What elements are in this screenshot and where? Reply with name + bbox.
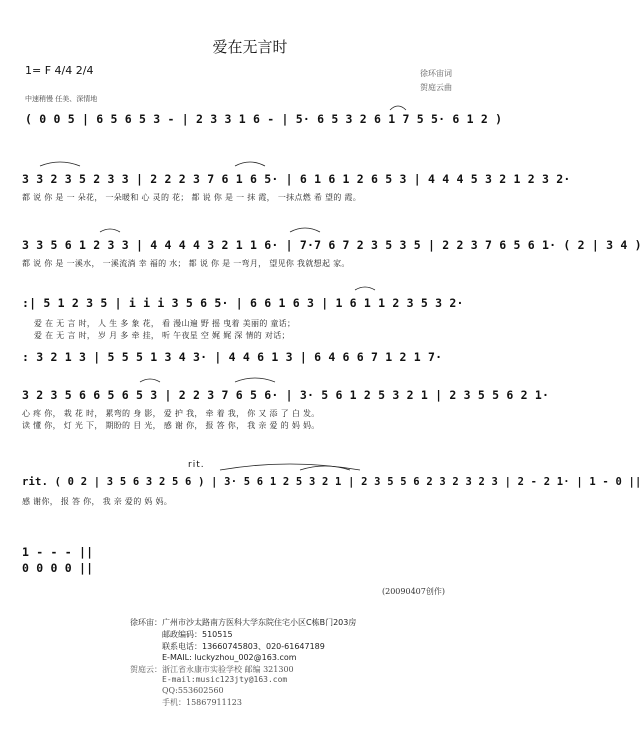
lyric-row-4a: 爱 在 无 言 时， 人 生 多 象 花， 看 漫山遍 野 摇 曳着 美丽的 童话； xyxy=(34,319,296,328)
lyric-row-7: 感 谢你， 报 答 你， 我 亲 爱的 妈 妈。 xyxy=(22,497,173,506)
footer-line-8: 手机：15867911123 xyxy=(162,698,242,707)
footer-line-5: 贺庭云：浙江省永康市实验学校 邮编 321300 xyxy=(130,665,294,674)
score-row-1: ( 0 0 5 | 6 5 6 5 3 - | 2 3 3 1 6 - | 5· 6 5 3 2 6 1 7 5 5· 6 1 2 ) xyxy=(25,112,503,126)
tempo-marking: 中速稍慢 任美、深情地 xyxy=(25,95,98,103)
footer-line-4: E-MAIL: luckyzhou_002@163.com xyxy=(162,653,297,662)
footer-line-1: 徐环宙：广州市沙太路南方医科大学东院住宅小区C栋B门203房 xyxy=(130,618,357,627)
footer-line-3: 联系电话：13660745803、020-61647189 xyxy=(162,642,325,651)
score-row-2: 3 3 2 3 5 2 3 3 | 2 2 2 3 7 6 1 6 5· | 6 1 6 1 2 6 5 3 | 4 4 4 5 3 2 1 2 3 2· xyxy=(22,172,571,186)
lyric-row-6a: 心 疼 你， 栽 花 时， 累弯的 身 影， 爱 护 我， 牵 着 我， 你 又 添 了 白 发。 xyxy=(22,409,320,418)
footer-line-7: QQ:553602560 xyxy=(162,686,224,695)
lyric-row-4b: 爱 在 无 言 时， 岁 月 多 牵 挂， 听 午夜星 空 娓 娓 深 情的 对话； xyxy=(34,331,290,340)
score-row-4: :| 5 1 2 3 5 | i i i 3 5 6 5· | 6 6 1 6 3 | 1 6 1 1 2 3 5 3 2· xyxy=(22,296,464,310)
footer-line-2: 邮政编码：510515 xyxy=(162,630,233,639)
song-title: 爱在无言时 xyxy=(212,38,288,56)
lyric-row-3: 都 说 你 是 一溪水， 一溪流淌 幸 福的 水； 都 说 你 是 一弯月， 望见你 我就想起 家。 xyxy=(22,259,350,268)
ritardando-marking: rit. xyxy=(188,460,205,470)
footer-line-6: E-mail:music123jty@163.com xyxy=(162,675,288,684)
lyricist-credit: 徐环宙词 xyxy=(420,69,452,78)
score-row-5: : 3 2 1 3 | 5 5 5 1 3 4 3· | 4 4 6 1 3 | 6 4 6 6 7 1 2 1 7· xyxy=(22,350,443,364)
score-row-6: 3 2 3 5 6 6 5 6 5 3 | 2 2 3 7 6 5 6· | 3· 5 6 1 2 5 3 2 1 | 2 3 5 5 6 2 1· xyxy=(22,388,550,402)
ending-row-1: 1 - - - || xyxy=(22,545,94,559)
composition-date: (20090407创作) xyxy=(382,587,445,596)
composer-credit: 贺庭云曲 xyxy=(420,83,452,92)
lyric-row-2: 都 说 你 是 一 朵花， 一朵暖和 心 灵的 花； 都 说 你 是 一 抹 霞， 一抹点燃 希 望的 霞。 xyxy=(22,193,362,202)
ending-row-2: 0 0 0 0 || xyxy=(22,561,94,575)
key-signature: 1= F 4/4 2/4 xyxy=(25,64,94,77)
score-row-3: 3 3 5 6 1 2 3 3 | 4 4 4 4 3 2 1 1 6· | 7·7 6 7 2 3 5 3 5 | 2 2 3 7 6 5 6 1· ( 2 | 3 4 ) xyxy=(22,238,642,252)
score-row-7: rit. ( 0 2 | 3 5 6 3 2 5 6 ) | 3· 5 6 1 2 5 3 2 1 | 2 3 5 5 6 2 3 2 3 2 3 | 2 - 2 1· | 1 - 0 || xyxy=(22,476,642,488)
lyric-row-6b: 读 懂 你， 灯 光 下， 期盼的 目 光， 感 谢 你， 报 答 你， 我 亲 爱 的 妈 妈。 xyxy=(22,421,320,430)
